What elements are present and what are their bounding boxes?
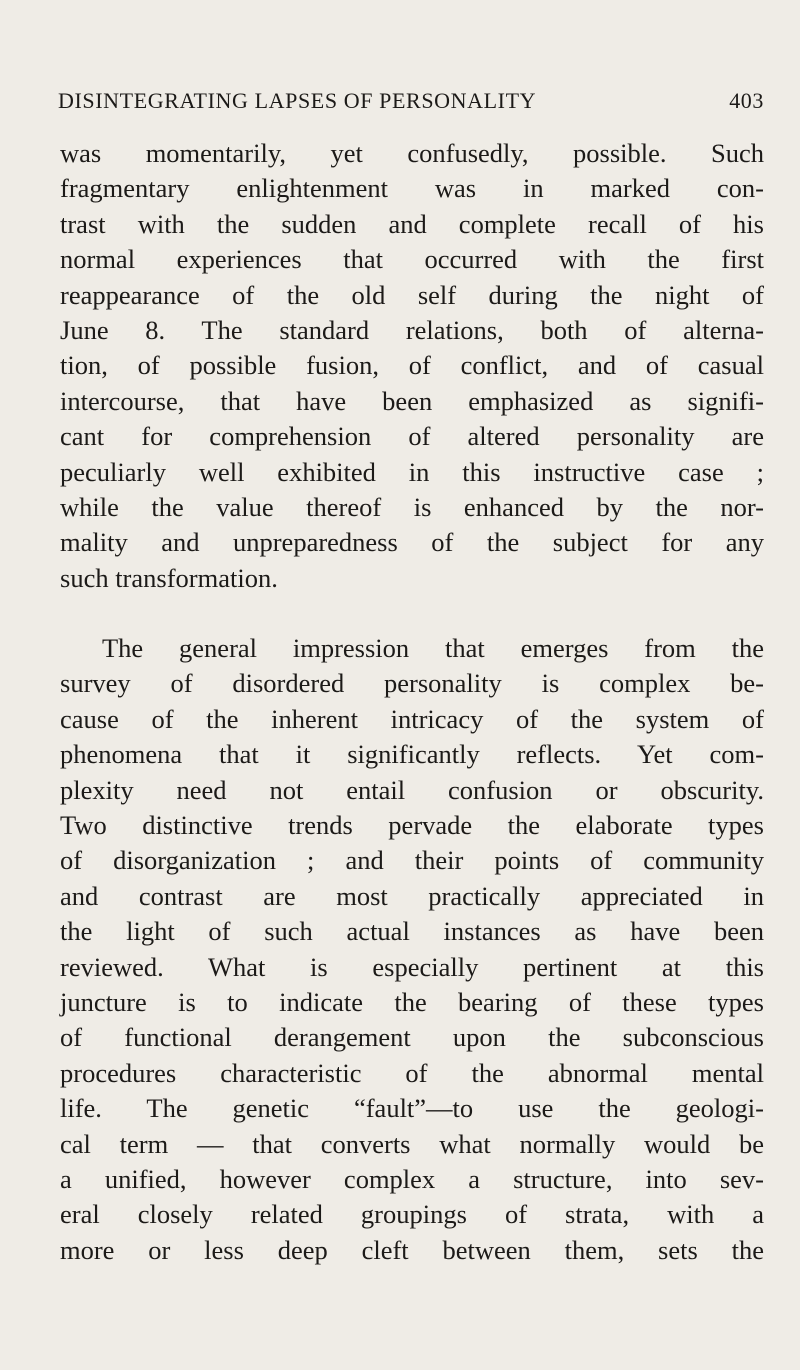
text-line: more or less deep cleft between them, sets the [60, 1234, 764, 1265]
text-line: June 8. The standard relations, both of alterna- [60, 314, 764, 345]
text-line: Two distinctive trends pervade the elaborate types [60, 810, 764, 841]
text-line: eral closely related groupings of strata, with a [60, 1199, 764, 1230]
text-line: and contrast are most practically appreciated in [60, 880, 764, 911]
text-line: mality and unpreparedness of the subject for any [60, 527, 764, 558]
text-line: such transformation. [60, 562, 278, 593]
running-title: DISINTEGRATING LAPSES OF PERSONALITY [58, 88, 537, 113]
text-line: life. The genetic “fault”—to use the geologi- [60, 1093, 764, 1124]
text-line: was momentarily, yet confusedly, possible. Such [60, 138, 764, 168]
text-line: cal term — that converts what normally would be [60, 1128, 764, 1159]
text-line: cause of the inherent intricacy of the system of [60, 703, 764, 734]
text-line: The general impression that emerges from the [102, 633, 764, 664]
text-line: of disorganization ; and their points of community [60, 845, 764, 876]
text-line: procedures characteristic of the abnormal mental [60, 1057, 764, 1088]
text-line: reappearance of the old self during the night of [60, 279, 764, 310]
text-line: survey of disordered personality is complex be- [60, 668, 764, 699]
text-line: while the value thereof is enhanced by the nor- [60, 491, 764, 522]
text-line: peculiarly well exhibited in this instructive case ; [60, 456, 764, 487]
paragraph-1 [60, 136, 764, 596]
text-line: juncture is to indicate the bearing of these types [60, 986, 764, 1017]
text-line: the light of such actual instances as have been [60, 916, 764, 947]
text-line: of functional derangement upon the subconscious [60, 1022, 764, 1053]
body-text [60, 136, 764, 1268]
text-line: trast with the sudden and complete recall of his [60, 208, 764, 239]
text-line: normal experiences that occurred with the first [60, 244, 764, 275]
page-header [58, 88, 764, 118]
text-line: phenomena that it significantly reflects. Yet com- [60, 739, 764, 770]
text-line: intercourse, that have been emphasized as signifi- [60, 385, 764, 416]
paragraph-gap [60, 596, 764, 631]
paragraph-2 [60, 631, 764, 1268]
text-line: reviewed. What is especially pertinent at this [60, 951, 764, 982]
text-line: fragmentary enlightenment was in marked con- [60, 173, 764, 204]
text-line: a unified, however complex a structure, into sev- [60, 1163, 764, 1194]
text-line: cant for comprehension of altered personality are [60, 421, 764, 452]
text-line: plexity need not entail confusion or obscurity. [60, 774, 764, 805]
page-number: 403 [729, 88, 764, 113]
text-line: tion, of possible fusion, of conflict, and of casual [60, 350, 764, 381]
